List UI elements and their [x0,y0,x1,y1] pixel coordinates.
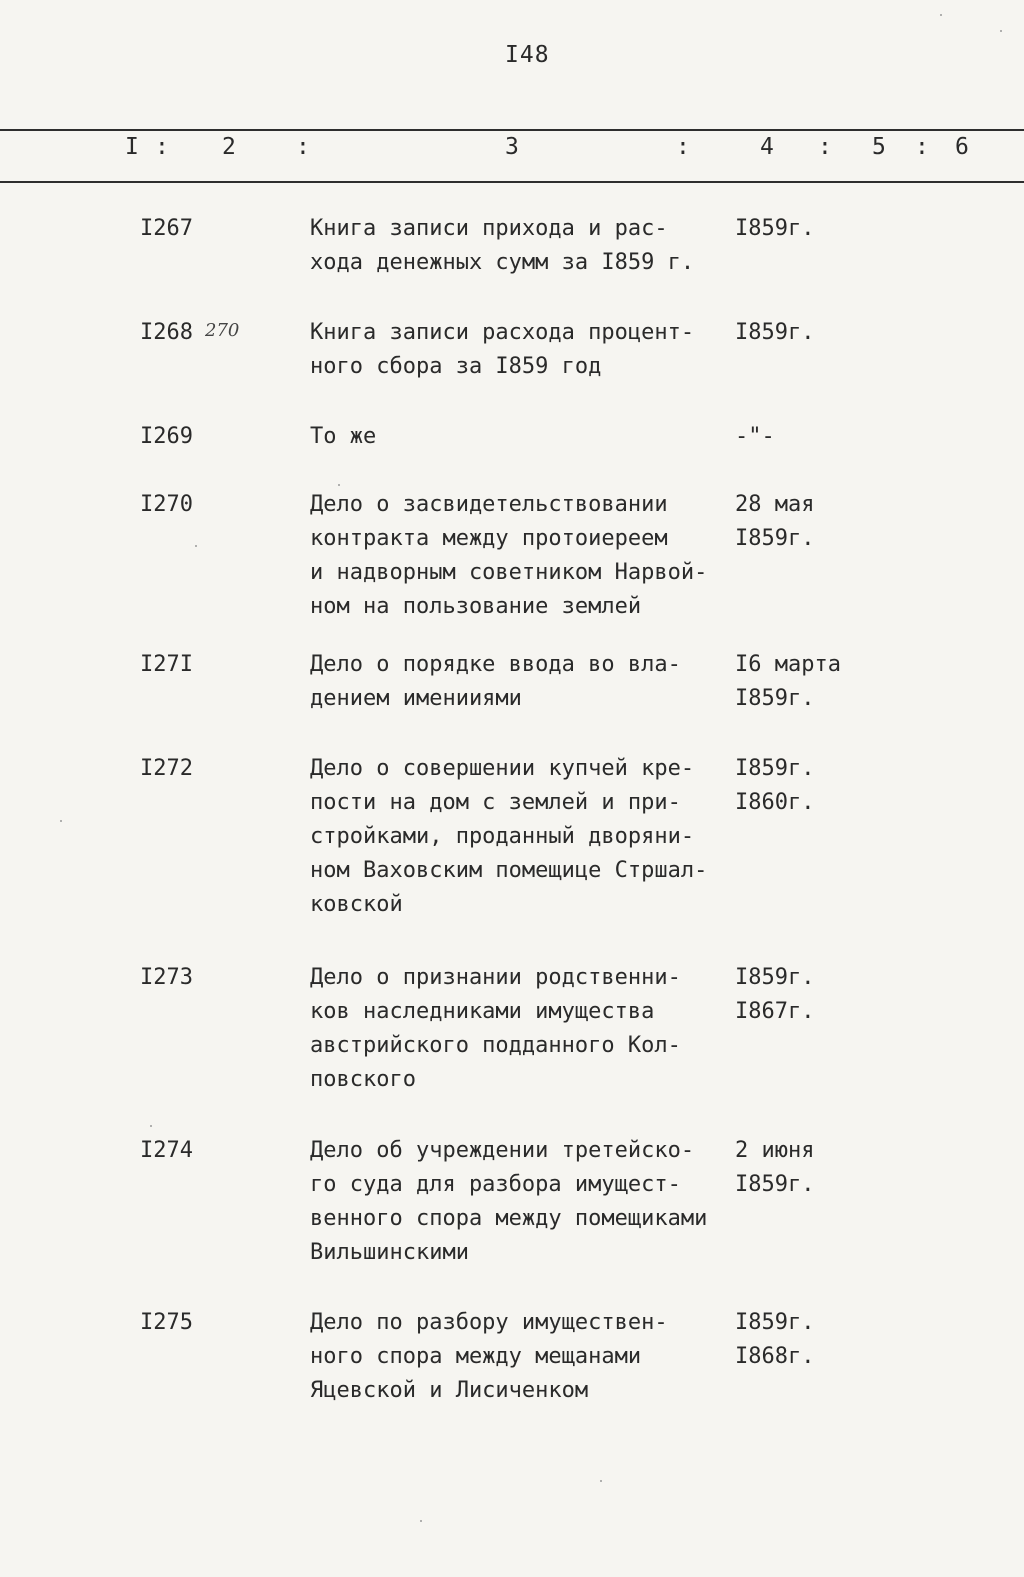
record-number: I273 [140,965,193,990]
record-number: I269 [140,424,193,449]
record-title-line: контракта между протоиереем [310,526,668,551]
record-date-line: I859г. [735,216,815,241]
record-title-line: австрийского подданного Кол- [310,1033,681,1058]
record-number: I268 [140,320,193,345]
record-title-line: и надворным советником Нарвой- [310,560,708,585]
column-separator: : [676,134,690,160]
record-title-line: Дело о признании родственни- [310,965,681,990]
record-title-line: стройками, проданный дворяни- [310,824,695,849]
record-title-line: ного спора между мещанами [310,1344,642,1369]
column-header-3: 3 [505,134,519,160]
record-title [310,212,694,280]
handwritten-annotation: 270 [205,320,240,341]
column-header-5: 5 [872,134,886,160]
record-title-line: Дело по разбору имуществен- [310,1310,668,1335]
record-title-line: Дело о порядке ввода во вла- [310,652,681,677]
record-title-line: Книга записи расхода процент- [310,320,695,345]
record-title-line: го суда для разбора имущест- [310,1172,681,1197]
record-date [735,1306,814,1374]
record-title-line: Книга записи прихода и рас- [310,216,668,241]
record-title-line: Вильшинскими [310,1240,469,1265]
record-date-line: I867г. [735,999,815,1024]
column-header-row [0,134,1024,164]
column-header-6: 6 [955,134,969,160]
record-date-line: I859г. [735,1310,815,1335]
record-date [735,488,814,556]
record-title [310,752,707,922]
record-title-line: Дело о засвидетельствовании [310,492,668,517]
record-date-line: I859г. [735,320,815,345]
column-separator: : [296,134,310,160]
record-title-line: дением именииями [310,686,522,711]
column-header-2: 2 [222,134,236,160]
record-number: I27I [140,652,193,677]
column-separator: : [818,134,832,160]
record-date [735,648,841,716]
record-title-line: ковской [310,892,403,917]
record-date-line: -"- [735,424,775,449]
record-title-line: пости на дом с землей и при- [310,790,681,815]
record-date-line: 2 июня [735,1138,815,1163]
record-date [735,752,814,820]
page-number: I48 [505,42,550,68]
record-title-line: хода денежных сумм за I859 г. [310,250,695,275]
record-title-line: Дело об учреждении третейско- [310,1138,695,1163]
record-date [735,316,814,350]
record-date [735,1134,814,1202]
record-date [735,212,814,246]
column-header-4: 4 [760,134,774,160]
record-date-line: I859г. [735,526,815,551]
header-bottom-rule [0,181,1024,183]
record-date-line: 28 мая [735,492,815,517]
record-date [735,420,775,454]
record-title-line: То же [310,424,377,449]
record-title-line: венного спора между помещиками [310,1206,708,1231]
record-title [310,488,707,624]
record-date [735,961,814,1029]
record-title-line: ного сбора за I859 год [310,354,602,379]
record-title [310,316,694,384]
record-title [310,420,376,454]
record-number: I274 [140,1138,193,1163]
column-header-1: I [125,134,139,160]
record-title [310,961,681,1097]
record-date-line: I868г. [735,1344,815,1369]
record-number: I272 [140,756,193,781]
record-number: I275 [140,1310,193,1335]
record-title-line: повского [310,1067,416,1092]
record-date-line: I859г. [735,1172,815,1197]
record-title-line: Дело о совершении купчей кре- [310,756,695,781]
record-title-line: ков наследниками имущества [310,999,655,1024]
column-separator: : [915,134,929,160]
record-date-line: I859г. [735,965,815,990]
record-title-line: ном на пользование землей [310,594,642,619]
record-title [310,648,681,716]
record-date-line: I6 марта [735,652,841,677]
header-top-rule [0,129,1024,131]
record-title-line: ном Ваховским помещице Стршал- [310,858,708,883]
record-title-line: Яцевской и Лисиченком [310,1378,589,1403]
record-date-line: I860г. [735,790,815,815]
record-title [310,1306,668,1408]
record-date-line: I859г. [735,686,815,711]
record-title [310,1134,707,1270]
record-number: I267 [140,216,193,241]
record-date-line: I859г. [735,756,815,781]
column-separator: : [155,134,169,160]
record-number: I270 [140,492,193,517]
